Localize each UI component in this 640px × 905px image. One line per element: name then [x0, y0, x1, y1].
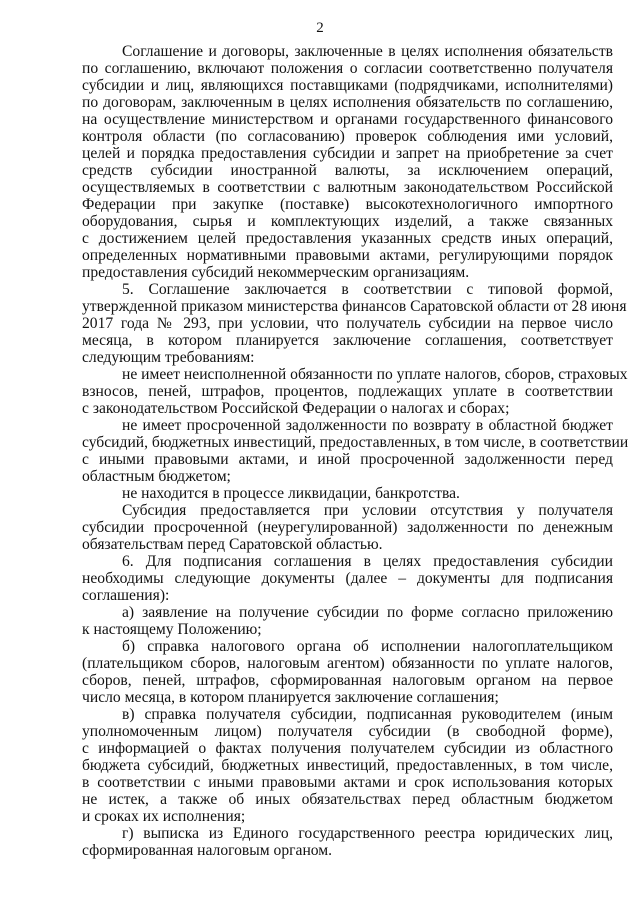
text-line: (плательщиком сборов, налоговым агентом) обязанности по уплате налогов, — [82, 655, 613, 672]
text-line: Субсидия предоставляется при условии отсутствия у получателя — [122, 502, 613, 519]
paragraph — [82, 706, 613, 825]
text-line: оборудования, сырья и комплектующих изделий, а также связанных — [82, 213, 613, 230]
text-line: 2017 года № 293, при условии, что получатель субсидии на первое число — [82, 315, 613, 332]
text-line: по соглашению, включают положения о согласии соответственно получателя — [82, 60, 613, 77]
text-line: бюджета субсидий, бюджетных инвестиций, предоставленных, в том числе, — [82, 757, 613, 774]
text-line: к настоящему Положению; — [82, 621, 262, 638]
text-line: предоставления субсидий некоммерческим организациям. — [82, 264, 470, 281]
paragraph — [82, 43, 613, 281]
text-line: необходимы следующие документы (далее – документы для подписания — [82, 570, 613, 587]
text-line: с информацией о фактах получения получателем субсидии из областного — [82, 740, 613, 757]
text-line: с достижением целей предоставления указанных средств иных операций, — [82, 230, 613, 247]
text-line: г) выписка из Единого государственного реестра юридических лиц, — [122, 825, 613, 842]
text-line: целей и порядка предоставления субсидии и запрет на приобретение за счет — [82, 145, 613, 162]
paragraph — [82, 485, 613, 502]
text-line: субсидий, бюджетных инвестиций, предоставленных, в том числе, в соответствии — [82, 434, 629, 451]
text-line: по договорам, заключенным в целях исполнения обязательств по соглашению, — [82, 94, 613, 111]
text-line: число месяца, в котором планируется заключение соглашения; — [82, 689, 499, 706]
paragraph — [82, 553, 613, 604]
paragraph — [82, 502, 613, 553]
text-line: в) справка получателя субсидии, подписанная руководителем (иным — [122, 706, 613, 723]
text-line: субсидии просроченной (неурегулированной) задолженности по денежным — [82, 519, 613, 536]
text-line: взносов, пеней, штрафов, процентов, подлежащих уплате в соответствии — [82, 383, 613, 400]
text-line: контроля области (по согласованию) проверок соблюдения ими условий, — [82, 128, 613, 145]
text-line: не находится в процессе ликвидации, банкротства. — [122, 485, 460, 502]
text-line: определенных нормативными правовыми актами, регулирующими порядок — [82, 247, 613, 264]
paragraph — [82, 825, 613, 859]
paragraph — [82, 417, 629, 485]
text-line: Соглашение и договоры, заключенные в целях исполнения обязательств — [122, 43, 613, 60]
text-line: с иными правовыми актами, и иной просроченной задолженности перед — [82, 451, 613, 468]
paragraph — [82, 281, 627, 366]
text-line: сформированная налоговым органом. — [82, 842, 333, 859]
text-line: не истек, а также об иных обязательствах перед областным бюджетом — [82, 791, 613, 808]
paragraph — [82, 638, 613, 706]
text-line: соглашения): — [82, 587, 170, 604]
text-line: и сроках их исполнения; — [82, 808, 246, 825]
paragraph — [82, 366, 628, 417]
text-line: не имеет неисполненной обязанности по уплате налогов, сборов, страховых — [122, 366, 628, 383]
text-line: не имеет просроченной задолженности по возврату в областной бюджет — [122, 417, 613, 434]
text-line: осуществляемых в соответствии с валютным законодательством Российской — [82, 179, 613, 196]
text-line: 5. Соглашение заключается в соответствии с типовой формой, — [122, 281, 613, 298]
text-line: средств субсидии иностранной валюты, за исключением операций, — [82, 162, 613, 179]
text-line: следующим требованиям: — [82, 349, 255, 366]
text-line: б) справка налогового органа об исполнении налогоплательщиком — [122, 638, 613, 655]
text-line: 6. Для подписания соглашения в целях предоставления субсидии — [122, 553, 613, 570]
text-line: утвержденной приказом министерства финансов Саратовской области от 28 июня — [82, 298, 627, 315]
paragraph — [82, 604, 613, 638]
page-number: 2 — [316, 20, 324, 36]
text-line: в соответствии с иными правовыми актами и срок использования которых — [82, 774, 613, 791]
text-line: месяца, в котором планируется заключение соглашения, соответствует — [82, 332, 613, 349]
text-line: на осуществление министерством и органами государственного финансового — [82, 111, 613, 128]
text-line: сборов, пеней, штрафов, сформированная налоговым органом на первое — [82, 672, 613, 689]
text-line: обязательствам перед Саратовской областью. — [82, 536, 383, 553]
text-line: областным бюджетом; — [82, 468, 231, 485]
text-line: с законодательством Российской Федерации о налогах и сборах; — [82, 400, 510, 417]
text-line: Федерации при закупке (поставке) высокотехнологичного импортного — [82, 196, 613, 213]
text-line: субсидии и лиц, являющихся поставщиками (подрядчиками, исполнителями) — [82, 77, 613, 94]
document-body — [82, 43, 629, 859]
text-line: уполномоченным лицом) получателя субсидии (в свободной форме), — [82, 723, 613, 740]
text-line: а) заявление на получение субсидии по форме согласно приложению — [122, 604, 613, 621]
